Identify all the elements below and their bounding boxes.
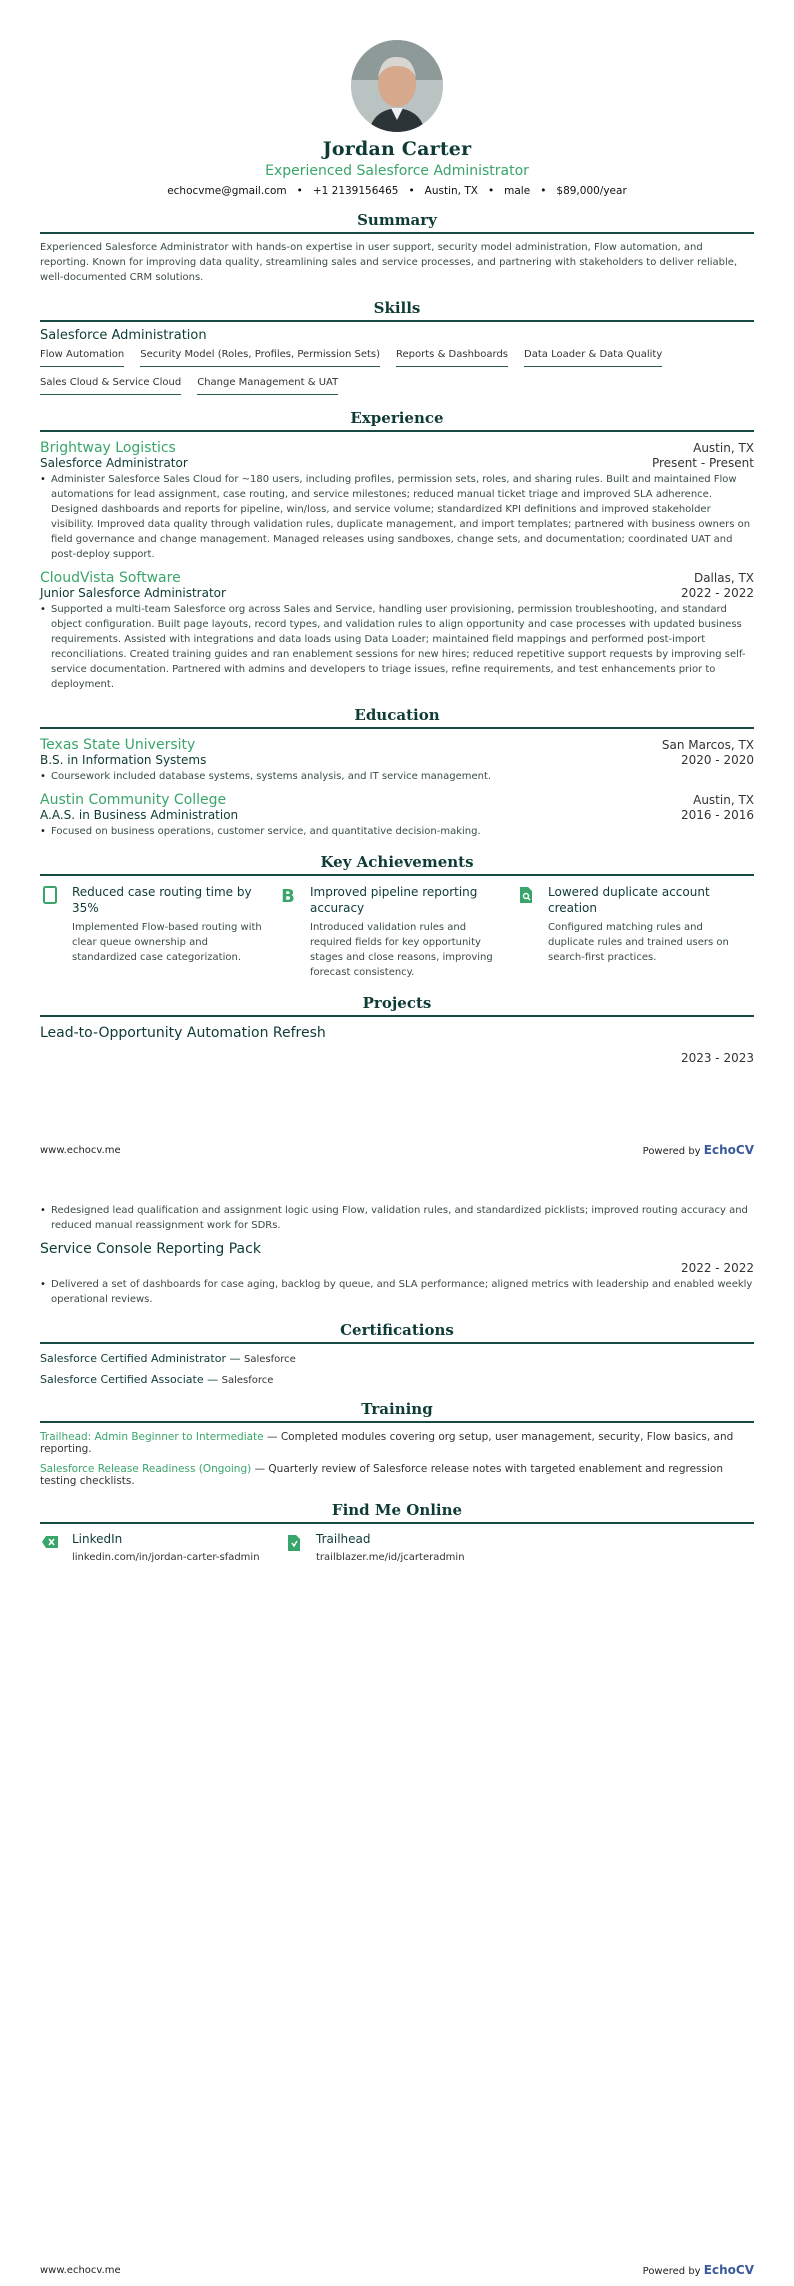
separator-dot: • [296, 185, 303, 197]
certification-item: Salesforce Certified Administrator — Salesforce [40, 1352, 296, 1365]
skill-group-title: Salesforce Administration [40, 328, 207, 343]
online-links [40, 1532, 754, 1563]
email[interactable]: echocvme@gmail.com [167, 185, 287, 197]
experience-entry [40, 440, 754, 562]
job-dates: Present - Present [651, 456, 754, 470]
training-desc: Completed modules covering org setup, user management, security, Flow basics, and reporting. [40, 1431, 734, 1455]
skill-tag: Security Model (Roles, Profiles, Permission Sets) [140, 347, 380, 367]
experience-entry [40, 570, 754, 692]
candidate-name: Jordan Carter [322, 138, 472, 160]
page-footer [40, 1143, 754, 1157]
training-item: Salesforce Release Readiness (Ongoing) — Quarterly review of Salesforce release notes with targeted enablement and regression testing checklists. [40, 1463, 723, 1487]
salary: $89,000/year [556, 185, 627, 197]
online-item-linkedin[interactable] [40, 1532, 284, 1563]
summary-text: Experienced Salesforce Administrator with hands-on expertise in user support, security model administration, Flow automation, and reporting. Known for improving data quality, streamlining sales and service processes, and partnering with stakeholders to deliver reliable, well-documented CRM solutions. [40, 242, 738, 283]
skills-heading: Skills [40, 299, 754, 322]
certification-name: Salesforce Certified Associate [40, 1373, 204, 1386]
achievement-item [278, 884, 516, 980]
degree: B.S. in Information Systems [40, 753, 207, 767]
company-name: CloudVista Software [40, 570, 181, 586]
separator-dot: • [408, 185, 415, 197]
candidate-role: Experienced Salesforce Administrator [265, 163, 529, 179]
job-description: • Supported a multi-team Salesforce org across Sales and Service, handling user provisioning, permission troubleshooting, and standard object configuration. Built page layouts, record types, and validation rules to align opportunity and case processes with updated business requirements. Assisted with integrations and data loads using Data Loader; maintained field mappings and performed post-import reconciliations. Created training guides and ran enablement sessions for new hires; reduced repetitive support requests by improving self-service documentation. Partnered with admins and developers to triage issues, refine requirements, and test enhancements prior to deployment. [40, 602, 754, 692]
certification-issuer: Salesforce [221, 1375, 274, 1386]
file-search-icon [516, 886, 536, 980]
training-desc: Quarterly review of Salesforce release notes with targeted enablement and regression testing checklists. [40, 1463, 723, 1487]
project-dates: 2022 - 2022 [680, 1261, 754, 1275]
page-1 [0, 40, 794, 1163]
powered-label: Powered by [642, 2266, 701, 2277]
school-location: San Marcos, TX [661, 738, 754, 752]
degree: A.A.S. in Business Administration [40, 808, 239, 822]
footer-brand[interactable]: EchoCV [703, 2263, 754, 2277]
skill-tag: Reports & Dashboards [396, 347, 508, 367]
linkedin-icon [40, 1534, 60, 1563]
bookmark-icon [40, 886, 60, 980]
skill-tags [40, 347, 754, 395]
training-heading: Training [40, 1400, 754, 1423]
footer-powered [643, 1143, 754, 1157]
online-name: LinkedIn [72, 1532, 123, 1546]
achievement-title: Reduced case routing time by 35% [72, 885, 252, 915]
education-entry [40, 737, 754, 784]
certifications-heading: Certifications [40, 1321, 754, 1344]
project-title: Lead-to-Opportunity Automation Refresh [40, 1025, 326, 1041]
projects-heading: Projects [40, 994, 754, 1017]
achievement-desc: Configured matching rules and duplicate rules and trained users on search-first practices. [548, 922, 729, 963]
online-item-trailhead[interactable] [284, 1532, 528, 1563]
separator-dot: • [540, 185, 547, 197]
online-link[interactable]: linkedin.com/in/jordan-carter-sfadmin [72, 1552, 260, 1563]
project-title: Service Console Reporting Pack [40, 1241, 261, 1257]
achievement-item [516, 884, 754, 980]
skill-tag: Data Loader & Data Quality [524, 347, 662, 367]
job-title: Junior Salesforce Administrator [40, 586, 226, 600]
company-location: Austin, TX [693, 441, 754, 455]
training-name: Salesforce Release Readiness (Ongoing) [40, 1463, 252, 1475]
avatar [351, 40, 443, 132]
achievement-desc: Implemented Flow-based routing with clear queue ownership and standardized case categorization. [72, 922, 262, 963]
skill-tag: Change Management & UAT [197, 375, 338, 395]
footer-brand[interactable]: EchoCV [703, 1143, 754, 1157]
online-link[interactable]: trailblazer.me/id/jcarteradmin [316, 1552, 465, 1563]
education-entry [40, 792, 754, 839]
phone[interactable]: +1 2139156465 [312, 185, 399, 197]
skill-tag: Sales Cloud & Service Cloud [40, 375, 181, 395]
project-dates: 2023 - 2023 [680, 1051, 754, 1065]
project-description: • Delivered a set of dashboards for case aging, backlog by queue, and SLA performance; aligned metrics with leadership and enabled weekly operational reviews. [40, 1277, 754, 1307]
achievements-list [40, 884, 754, 980]
location: Austin, TX [424, 185, 478, 197]
education-dates: 2016 - 2016 [680, 808, 754, 822]
online-heading: Find Me Online [40, 1501, 754, 1524]
footer-site[interactable]: www.echocv.me [40, 1144, 121, 1156]
company-location: Dallas, TX [693, 571, 754, 585]
achievement-title: Lowered duplicate account creation [548, 885, 710, 915]
school-location: Austin, TX [693, 793, 754, 807]
school-name: Austin Community College [40, 792, 227, 808]
certification-issuer: Salesforce [243, 1354, 296, 1365]
training-name: Trailhead: Admin Beginner to Intermediate [40, 1431, 264, 1443]
page-2 [0, 1163, 794, 2286]
summary-heading: Summary [40, 211, 754, 234]
footer-site[interactable]: www.echocv.me [40, 2264, 121, 2276]
experience-heading: Experience [40, 409, 754, 432]
job-dates: 2022 - 2022 [680, 586, 754, 600]
gender: male [504, 185, 531, 197]
achievement-item [40, 884, 278, 980]
achievement-title: Improved pipeline reporting accuracy [310, 885, 478, 915]
training-item: Trailhead: Admin Beginner to Intermediate — Completed modules covering org setup, user management, security, Flow basics, and reporting. [40, 1431, 734, 1455]
company-name: Brightway Logistics [40, 440, 176, 456]
letter-b-icon: B [281, 886, 295, 907]
page-footer [40, 2263, 754, 2277]
education-dates: 2020 - 2020 [680, 753, 754, 767]
achievement-desc: Introduced validation rules and required fields for key opportunity stages and close reasons, improving forecast consistency. [310, 922, 493, 978]
powered-label: Powered by [642, 1146, 701, 1157]
online-name: Trailhead [316, 1532, 371, 1546]
school-name: Texas State University [40, 737, 196, 753]
footer-powered [643, 2263, 754, 2277]
certification-item: Salesforce Certified Associate — Salesforce [40, 1373, 274, 1386]
project-description: • Redesigned lead qualification and assignment logic using Flow, validation rules, and standardized picklists; improved routing accuracy and reduced manual reassignment work for SDRs. [40, 1203, 754, 1233]
job-title: Salesforce Administrator [40, 456, 188, 470]
certification-name: Salesforce Certified Administrator [40, 1352, 226, 1365]
education-note: • Focused on business operations, customer service, and quantitative decision-making. [40, 824, 754, 839]
job-description: • Administer Salesforce Sales Cloud for ~180 users, including profiles, permission sets, roles, and sharing rules. Built and maintained Flow automations for lead assignment, case routing, and service milestones; reduced manual ticket triage and improved SLA adherence. Designed dashboards and reports for pipeline, win/loss, and service volume; standardized KPI definitions and improved stakeholder visibility. Improved data quality through validation rules, duplicate management, and import templates; partnered with business owners on field governance and change management. Managed releases using sandboxes, change sets, and documentation; coordinated UAT and post-deploy support. [40, 472, 754, 562]
education-heading: Education [40, 706, 754, 729]
skill-tag: Flow Automation [40, 347, 124, 367]
separator-dot: • [487, 185, 495, 197]
contact-line [40, 185, 754, 197]
avatar-photo [351, 40, 443, 132]
achievements-heading: Key Achievements [40, 853, 754, 876]
trailhead-icon [284, 1534, 304, 1563]
education-note: • Coursework included database systems, systems analysis, and IT service management. [40, 769, 754, 784]
